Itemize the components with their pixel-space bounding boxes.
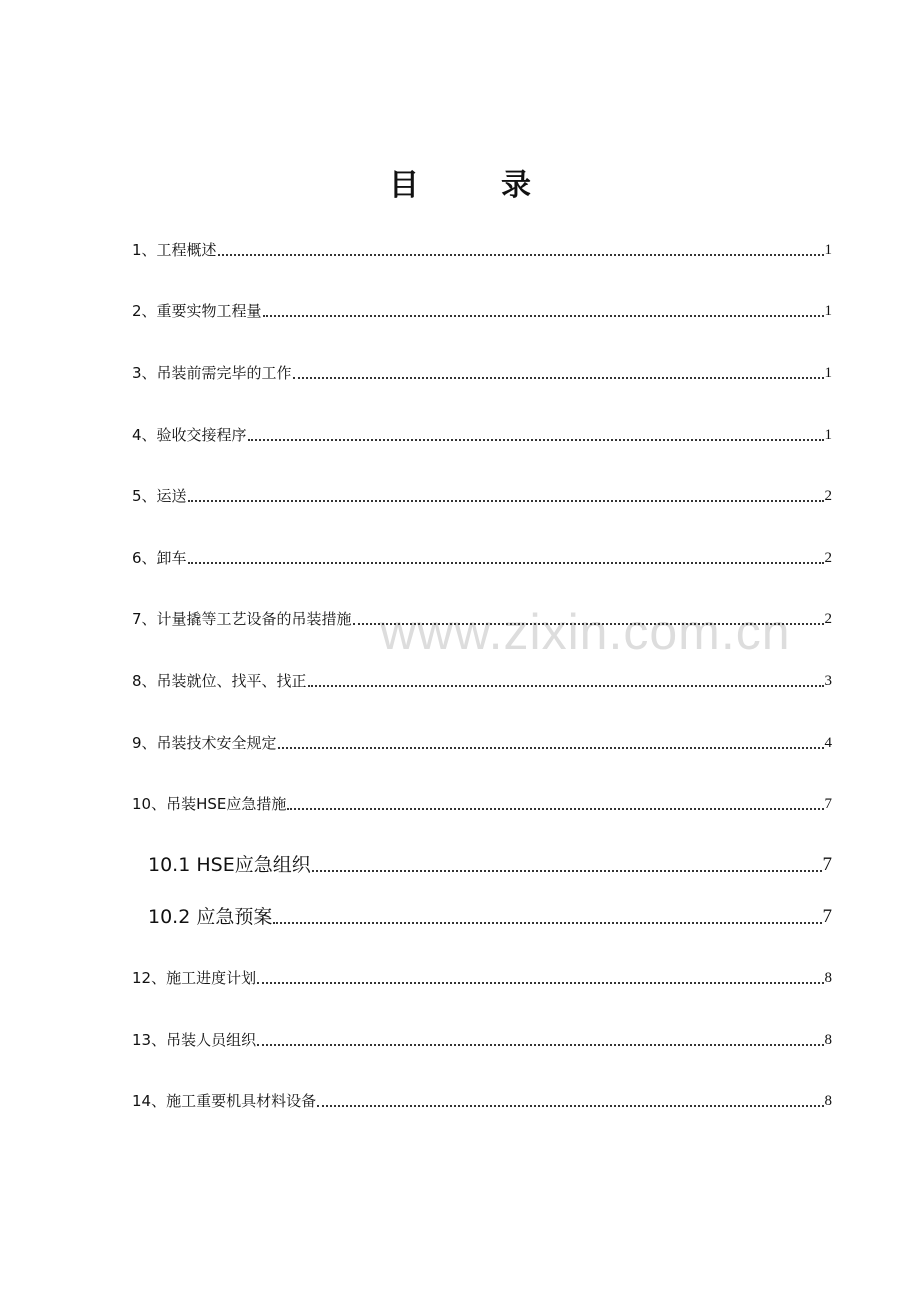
toc-entry-label: 14、施工重要机具材料设备 <box>132 1092 317 1110</box>
title-char-1: 目 <box>389 168 419 203</box>
toc-leader-dots <box>248 439 824 441</box>
toc-entry-label: 1、工程概述 <box>132 241 217 259</box>
toc-entry-label: 10.2 应急预案 <box>148 906 273 928</box>
toc-page-number: 3 <box>824 673 832 689</box>
toc-page-number: 8 <box>824 970 832 986</box>
toc-entry-6[interactable] <box>132 546 832 568</box>
toc-entry-10-2[interactable] <box>148 903 832 929</box>
toc-page-number: 7 <box>822 854 832 875</box>
toc-entry-14[interactable] <box>132 1089 832 1111</box>
toc-entry-1[interactable] <box>132 238 832 260</box>
toc-entry-10[interactable] <box>132 792 832 814</box>
toc-entry-label: 10、吊装HSE应急措施 <box>132 795 287 813</box>
toc-leader-dots <box>312 870 822 872</box>
toc-entry-2[interactable] <box>132 299 832 321</box>
toc-page-number: 7 <box>824 796 832 812</box>
toc-leader-dots <box>188 500 824 502</box>
watermark: www.zixin.com.cn <box>380 604 791 660</box>
toc-page-number: 8 <box>824 1032 832 1048</box>
toc-leader-dots <box>317 1105 823 1107</box>
toc-page-number: 4 <box>824 735 832 751</box>
toc-leader-dots <box>263 315 824 317</box>
toc-leader-dots <box>353 623 824 625</box>
toc-entry-label: 8、吊装就位、找平、找正 <box>132 672 307 690</box>
toc-leader-dots <box>278 747 824 749</box>
toc-page-number: 2 <box>824 550 832 566</box>
toc-page-number: 1 <box>824 303 832 319</box>
toc-page-number: 2 <box>824 611 832 627</box>
toc-leader-dots <box>257 1044 823 1046</box>
toc-page-number: 1 <box>824 365 832 381</box>
toc-page-number: 1 <box>824 427 832 443</box>
toc-entry-12[interactable] <box>132 966 832 988</box>
toc-page-number: 1 <box>824 242 832 258</box>
toc-leader-dots <box>287 808 823 810</box>
toc-entry-label: 4、验收交接程序 <box>132 426 247 444</box>
toc-entry-label: 13、吊装人员组织 <box>132 1031 257 1049</box>
toc-page-number: 8 <box>824 1093 832 1109</box>
toc-entry-9[interactable] <box>132 731 832 753</box>
toc-page-number: 7 <box>822 906 832 927</box>
title-char-2: 录 <box>501 168 531 203</box>
toc-entry-label: 10.1 HSE应急组织 <box>148 854 311 876</box>
toc-leader-dots <box>218 254 824 256</box>
toc-page-number: 2 <box>824 488 832 504</box>
toc-entry-5[interactable] <box>132 484 832 506</box>
toc-entry-7[interactable] <box>132 607 832 629</box>
toc-entry-3[interactable] <box>132 361 832 383</box>
toc-entry-label: 5、运送 <box>132 487 187 505</box>
toc-entry-4[interactable] <box>132 423 832 445</box>
toc-entry-label: 6、卸车 <box>132 549 187 567</box>
toc-entry-label: 2、重要实物工程量 <box>132 302 262 320</box>
toc-entry-8[interactable] <box>132 669 832 691</box>
toc-leader-dots <box>293 377 824 379</box>
toc-leader-dots <box>308 685 824 687</box>
toc-leader-dots <box>188 562 824 564</box>
toc-entry-10-1[interactable] <box>148 851 832 877</box>
toc-leader-dots <box>273 922 821 924</box>
toc-entry-label: 7、计量撬等工艺设备的吊装措施 <box>132 610 352 628</box>
toc-entry-label: 9、吊装技术安全规定 <box>132 734 277 752</box>
toc-entry-13[interactable] <box>132 1028 832 1050</box>
toc-entry-label: 3、吊装前需完毕的工作 <box>132 364 292 382</box>
toc-leader-dots <box>257 982 823 984</box>
toc-entry-label: 12、施工进度计划 <box>132 969 257 987</box>
